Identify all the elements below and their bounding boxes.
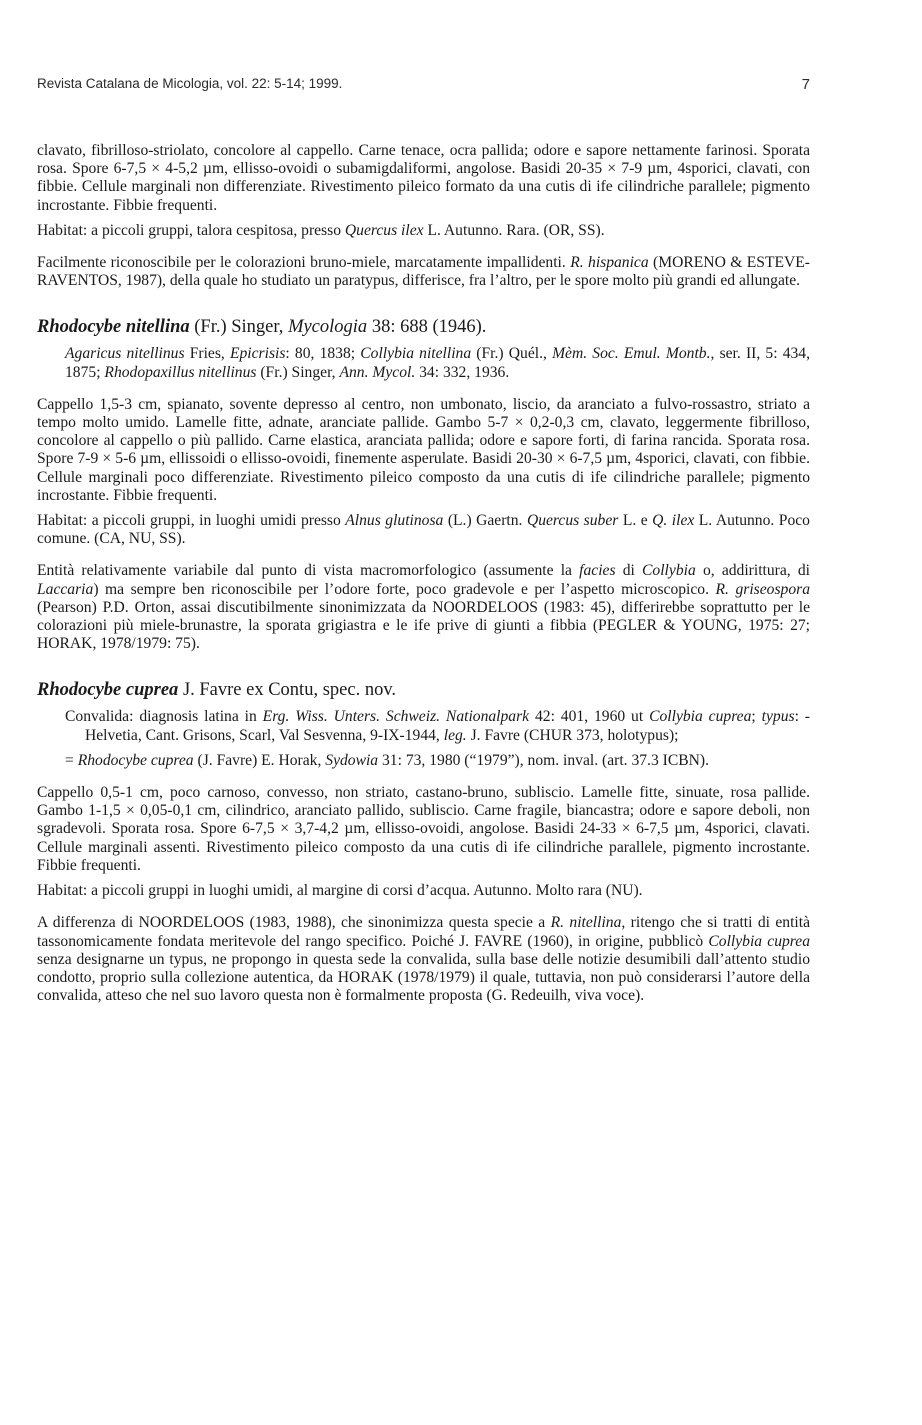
italic-text: Quercus ilex — [344, 221, 424, 239]
text-run: L. e — [618, 512, 653, 530]
text-run: (Fr.) Singer, — [189, 317, 289, 338]
italic-text: facies — [579, 562, 616, 580]
italic-text: R. griseospora — [715, 580, 810, 598]
text-run: Habitat: a piccoli gruppi, in luoghi umidi presso — [37, 512, 346, 530]
body-paragraph — [37, 512, 810, 548]
text-run: , ritengo che si tratti di entità tassonomicamente fondata meritevole del rango specifico. Poiché J. FAVRE (1960), in origine, pubblicò — [37, 914, 811, 950]
text-run: 34: 332, 1936. — [415, 363, 510, 381]
synonymy — [37, 752, 810, 770]
text-run: Habitat: a piccoli gruppi in luoghi umidi, al margine di corsi d’acqua. Autunno. Molto rara (NU). — [37, 882, 643, 900]
text-run: Facilmente riconoscibile per le colorazioni bruno-miele, marcatamente impallidenti. — [37, 254, 571, 272]
text-run: (Fr.) Quél., — [471, 345, 553, 363]
body-paragraph — [37, 396, 810, 505]
text-run: (Pearson) P.D. Orton, assai discutibilmente sinonimizzata da NOORDELOOS (1983: 45), differirebbe soprattutto per le colorazioni più miele-brunastre, la sporata grigiastra e le ife prive di giunti a fibbia (PEGLER & YOUNG, 1975: 27; HORAK, 1978/1979: 75). — [37, 598, 810, 653]
text-run: L. Autunno. Poco comune. (CA, NU, SS). — [37, 512, 810, 548]
italic-text: Rhodopaxillus nitellinus — [104, 363, 257, 381]
genus-name: Rhodocybe nitellina — [37, 317, 190, 338]
text-run: 42: 401, 1960 ut — [529, 708, 650, 726]
taxon-heading — [37, 679, 810, 701]
text-run: senza designarne un typus, ne propongo in questa sede la convalida, sulla base delle notizie desumibili dall’attento studio condotto, proprio sulla collezione autentica, da HORAK (1978/1979) il quale, tuttavia, non può considerarsi l’autore della convalida, atteso che nel suo lavoro questa non è formalmente proposta (G. Redeuilh, viva voce). — [37, 950, 810, 1005]
synonymy — [37, 345, 810, 381]
italic-text: Sydowia — [325, 751, 379, 769]
text-run: : - Helvetia, Cant. Grisons, Scarl, Val Sesvenna, 9-IX-1944, — [85, 708, 810, 744]
italic-text: Agaricus nitellinus — [65, 345, 185, 363]
text-run: ) ma sempre ben riconoscibile per l’odore forte, poco gradevole e per l’aspetto microscopico. — [93, 580, 716, 598]
text-run: Entità relativamente variabile dal punto di vista macromorfologico (assumente la — [37, 562, 580, 580]
italic-text: R. hispanica — [570, 254, 649, 272]
italic-text: typus — [761, 708, 795, 726]
text-run: L. Autunno. Rara. (OR, SS). — [423, 221, 605, 239]
text-run: Convalida: diagnosis latina in — [65, 708, 263, 726]
body-paragraph — [37, 784, 810, 875]
italic-text: Rhodocybe cuprea — [77, 751, 194, 769]
text-run: ; — [751, 708, 762, 726]
running-head — [37, 76, 810, 93]
body-paragraph — [37, 142, 810, 215]
italic-text: Collybia — [642, 562, 696, 580]
text-run: Cappello 0,5-1 cm, poco carnoso, convesso, non striato, castano-bruno, subliscio. Lamelle fitte, sinuate, rosa pallide. Gambo 1-1,5 × 0,05-0,1 cm, cilindrico, aranciato pallido, subliscio. Carne fragile, biancastra; odore e sapore deboli, non sgradevoli. Sporata rosa. Spore 6-7,5 × 3,7-4,2 µm, ellisso-ovoidi, angolose. Basidi 24-33 × 6-7,5 µm, 4sporici, clavati. Cellule marginali assenti. Rivestimento pileico composto da una cutis di ife cilindriche parallele, pigmento incrostante. Fibbie frequenti. — [37, 784, 810, 874]
body-paragraph — [37, 254, 810, 290]
body-paragraph — [37, 222, 810, 240]
text-run: Fries, — [184, 345, 230, 363]
text-run: Habitat: a piccoli gruppi, talora cespitosa, presso — [37, 221, 345, 239]
italic-text: Quercus suber — [526, 512, 619, 530]
text-run: J. Favre ex Contu, spec. nov. — [178, 680, 396, 701]
italic-text: Erg. Wiss. Unters. Schweiz. Nationalpark — [262, 708, 530, 726]
italic-text: Collybia cuprea — [708, 932, 810, 950]
text-run: (Fr.) Singer, — [256, 363, 340, 381]
text-run: (J. Favre) E. Horak, — [193, 751, 326, 769]
journal-citation: Revista Catalana de Micologia, vol. 22: 5-14; 1999. — [37, 76, 343, 91]
text-run: 38: 688 (1946). — [367, 317, 487, 338]
italic-text: Laccaria — [37, 580, 94, 598]
italic-text: Alnus glutinosa — [345, 512, 444, 530]
text-run: J. Favre (CHUR 373, holotypus); — [466, 726, 679, 744]
article-body — [37, 142, 810, 1005]
italic-text: R. nitellina — [550, 914, 622, 932]
page-number: 7 — [801, 76, 810, 93]
italic-text: Mèm. Soc. Emul. Montb. — [552, 345, 711, 363]
text-run: = — [65, 751, 78, 769]
italic-text: Mycologia — [288, 317, 368, 338]
text-run: (MORENO & ESTEVE-RAVENTOS, 1987), della quale ho studiato un paratypus, differisce, fra l’altro, per le spore molto più grandi ed allungate. — [37, 254, 810, 290]
text-run: clavato, fibrilloso-striolato, concolore al cappello. Carne tenace, ocra pallida; odore e sapore nettamente farinosi. Sporata rosa. Spore 6-7,5 × 4-5,2 µm, ellisso-ovoidi o subamigdaliformi, angolose. Basidi 20-35 × 7-9 µm, 4sporici, clavati, con fibbie. Cellule marginali non differenziate. Rivestimento pileico formato da una cutis di ife cilindriche parallele; pigmento incrostante. Fibbie frequenti. — [37, 142, 810, 214]
body-paragraph — [37, 882, 810, 900]
text-run: (L.) Gaertn. — [443, 512, 527, 530]
italic-text: Collybia cuprea — [649, 708, 752, 726]
text-run: o, addirittura, di — [695, 562, 810, 580]
text-run: 31: 73, 1980 (“1979”), nom. inval. (art. 37.3 ICBN). — [378, 751, 709, 769]
body-paragraph — [37, 914, 810, 1005]
italic-text: Epicrisis — [229, 345, 286, 363]
italic-text: Q. ilex — [652, 512, 695, 530]
taxon-heading — [37, 316, 810, 338]
text-run: A differenza di NOORDELOOS (1983, 1988), che sinonimizza questa specie a — [37, 914, 551, 932]
italic-text: Ann. Mycol. — [339, 363, 416, 381]
italic-text: leg. — [443, 726, 467, 744]
body-paragraph — [37, 562, 810, 653]
text-run: , ser. II, 5: 434, 1875; — [65, 345, 811, 381]
synonymy — [37, 708, 810, 744]
genus-name: Rhodocybe cuprea — [37, 680, 179, 701]
text-run: di — [615, 562, 643, 580]
text-run: Cappello 1,5-3 cm, spianato, sovente depresso al centro, non umbonato, liscio, da aranciato a fulvo-rossastro, striato a tempo molto umido. Lamelle fitte, adnate, aranciate pallide. Gambo 5-7 × 0,2-0,3 cm, clavato, leggermente fibrilloso, concolore al cappello o più pallido. Carne elastica, aranciata pallida; odore e sapore forti, di farina rancida. Sporata rosa. Spore 7-9 × 5-6 µm, ellissoidi o ellisso-ovoidi, finemente asperulate. Basidi 20-30 × 6-7,5 µm, 4sporici, clavati, con fibbie. Cellule marginali poco differenziate. Rivestimento pileico composto da una cutis di ife cilindriche parallele; pigmento incrostante. Fibbie frequenti. — [37, 395, 810, 504]
text-run: : 80, 1838; — [285, 345, 361, 363]
italic-text: Collybia nitellina — [360, 345, 472, 363]
